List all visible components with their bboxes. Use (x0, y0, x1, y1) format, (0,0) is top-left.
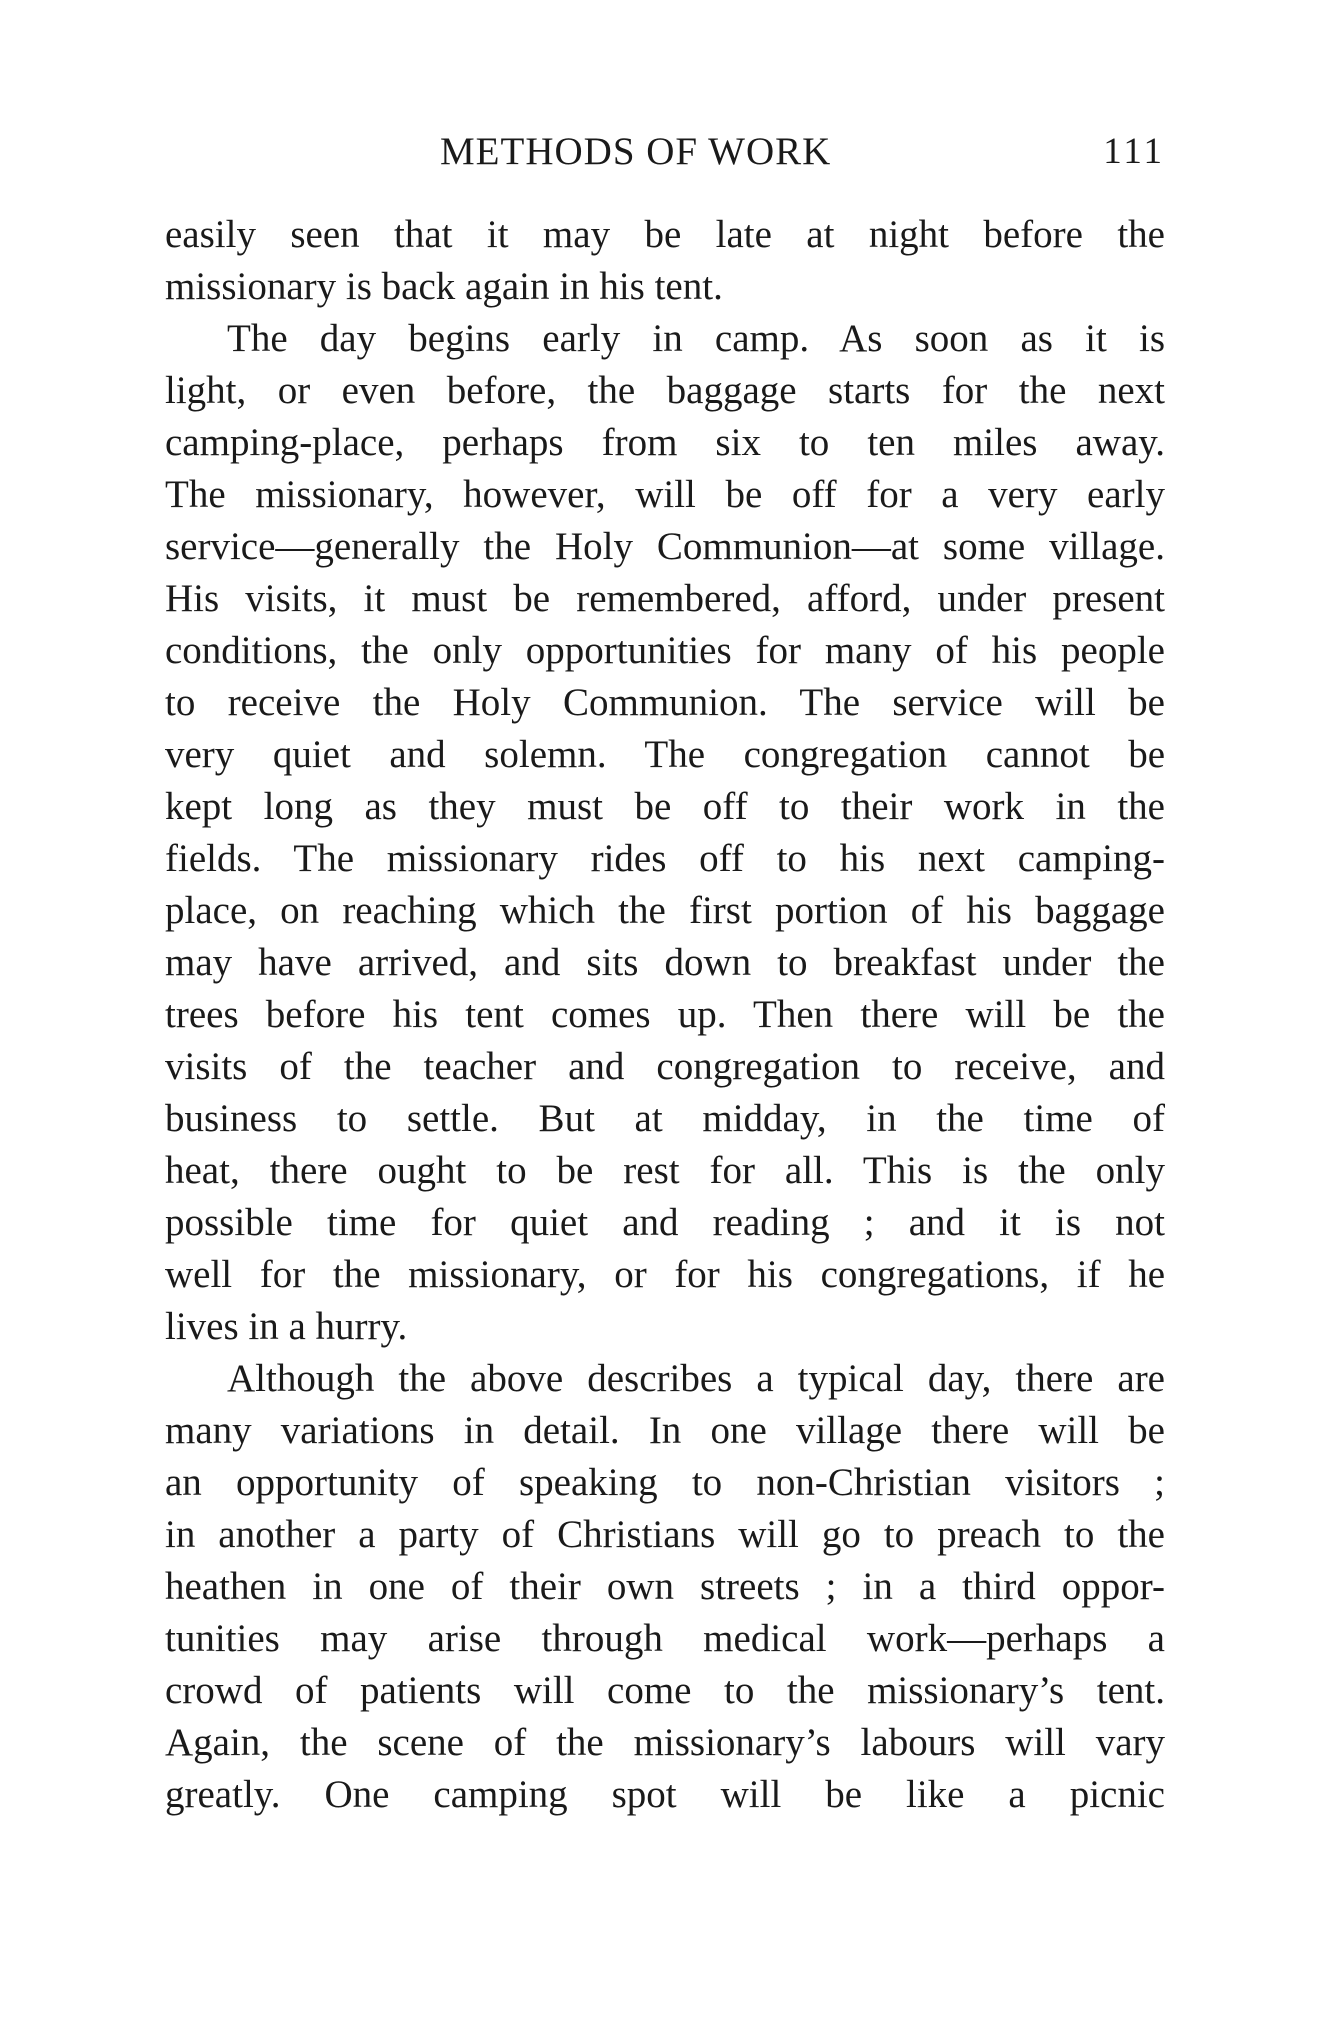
text-line: visits of the teacher and congregation to receive, and (165, 1045, 1165, 1088)
text-line: heat, there ought to be rest for all. This is the only (165, 1149, 1165, 1192)
text-line: easily seen that it may be late at night before the (165, 213, 1165, 256)
text-line: greatly. One camping spot will be like a picnic (165, 1773, 1165, 1816)
text-line: possible time for quiet and reading ; and it is not (165, 1201, 1165, 1244)
text-line: Although the above describes a typical day, there are (227, 1357, 1165, 1400)
text-line: crowd of patients will come to the missionary’s tent. (165, 1669, 1165, 1712)
text-line: may have arrived, and sits down to breakfast under the (165, 941, 1165, 984)
text-line: light, or even before, the baggage starts for the next (165, 369, 1165, 412)
text-line: conditions, the only opportunities for many of his people (165, 629, 1165, 672)
text-line: kept long as they must be off to their work in the (165, 785, 1165, 828)
text-line: fields. The missionary rides off to his next camping- (165, 837, 1165, 880)
text-line: service—generally the Holy Communion—at some village. (165, 525, 1165, 568)
text-line: to receive the Holy Communion. The service will be (165, 681, 1165, 724)
text-line: well for the missionary, or for his congregations, if he (165, 1253, 1165, 1296)
text-line: an opportunity of speaking to non-Christian visitors ; (165, 1461, 1165, 1504)
text-line: lives in a hurry. (165, 1305, 408, 1348)
text-line: trees before his tent comes up. Then there will be the (165, 993, 1165, 1036)
text-line: tunities may arise through medical work—perhaps a (165, 1617, 1165, 1660)
text-line: place, on reaching which the first portion of his baggage (165, 889, 1165, 932)
text-line: camping-place, perhaps from six to ten miles away. (165, 421, 1165, 464)
text-line: in another a party of Christians will go to preach to the (165, 1513, 1165, 1556)
text-line: The day begins early in camp. As soon as it is (227, 317, 1165, 360)
text-line: many variations in detail. In one village there will be (165, 1409, 1165, 1452)
text-line: heathen in one of their own streets ; in a third oppor- (165, 1565, 1165, 1608)
running-title: METHODS OF WORK (440, 130, 832, 173)
running-head (165, 128, 1165, 176)
text-line: Again, the scene of the missionary’s labours will vary (165, 1721, 1165, 1764)
text-line: The missionary, however, will be off for a very early (165, 473, 1165, 516)
text-line: missionary is back again in his tent. (165, 265, 723, 308)
text-line: very quiet and solemn. The congregation cannot be (165, 733, 1165, 776)
body-text (165, 209, 1165, 1821)
text-line: business to settle. But at midday, in the time of (165, 1097, 1165, 1140)
text-line: His visits, it must be remembered, afford, under present (165, 577, 1165, 620)
page-number: 111 (1103, 131, 1165, 172)
